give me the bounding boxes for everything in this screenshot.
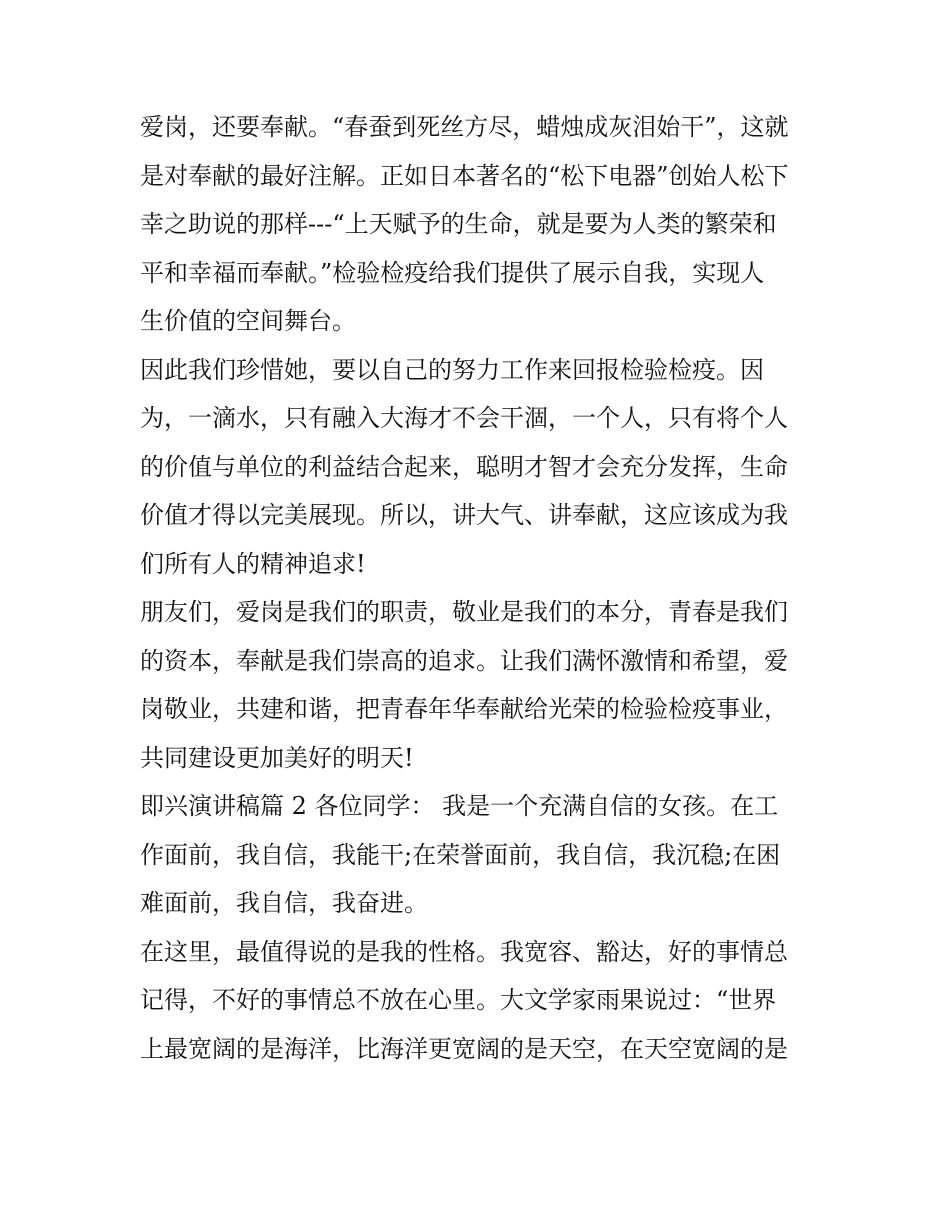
text-line: 因此我们珍惜她，要以自己的努力工作来回报检验检疫。因 xyxy=(140,355,764,384)
text-line: 平和幸福而奉献。”检验检疫给我们提供了展示自我，实现人 xyxy=(140,258,765,287)
text-line: 幸之助说的那样---“上天赋予的生命，就是要为人类的繁荣和 xyxy=(140,210,777,238)
paragraph-friends xyxy=(140,588,812,782)
text-line: 朋友们，爱岗是我们的职责，敬业是我们的本分，青春是我们 xyxy=(140,598,788,626)
text-line: 在这里，最值得说的是我的性格。我宽容、豁达，好的事情总 xyxy=(140,937,788,966)
text-line: 们所有人的精神追求! xyxy=(140,549,366,578)
text-line: 生价值的空间舞台。 xyxy=(140,307,356,335)
text-line: 的价值与单位的利益结合起来，聪明才智才会充分发挥，生命 xyxy=(140,452,788,481)
text-line: 作面前，我自信，我能干;在荣誉面前，我自信，我沉稳;在困 xyxy=(140,840,781,869)
text-line: 岗敬业，共建和谐，把青春年华奉献给光荣的检验检疫事业， xyxy=(140,695,788,723)
text-line: 为，一滴水，只有融入大海才不会干涸，一个人，只有将个人 xyxy=(140,404,788,432)
document-body xyxy=(140,103,812,1073)
text-line: 共同建设更加美好的明天! xyxy=(140,743,414,772)
paragraph-personality xyxy=(140,928,812,1074)
text-line: 价值才得以完美展现。所以，讲大气、讲奉献，这应该成为我 xyxy=(140,501,788,529)
paragraph-dedication xyxy=(140,103,812,346)
paragraph-speech-2-intro xyxy=(140,782,812,928)
text-line: 即兴演讲稿篇 2 各位同学： 我是一个充满自信的女孩。在工 xyxy=(140,792,779,820)
text-line: 爱岗，还要奉献。“春蚕到死丝方尽，蜡烛成灰泪始干”，这就 xyxy=(140,113,789,141)
text-line: 上最宽阔的是海洋，比海洋更宽阔的是天空，在天空宽阔的是 xyxy=(140,1034,788,1063)
text-line: 难面前，我自信，我奋进。 xyxy=(140,889,428,917)
text-line: 记得，不好的事情总不放在心里。大文学家雨果说过：“世界 xyxy=(140,986,777,1014)
text-line: 是对奉献的最好注解。正如日本著名的“松下电器”创始人松下 xyxy=(140,161,789,190)
text-line: 的资本，奉献是我们崇高的追求。让我们满怀激情和希望，爱 xyxy=(140,646,788,675)
paragraph-cherish xyxy=(140,346,812,589)
